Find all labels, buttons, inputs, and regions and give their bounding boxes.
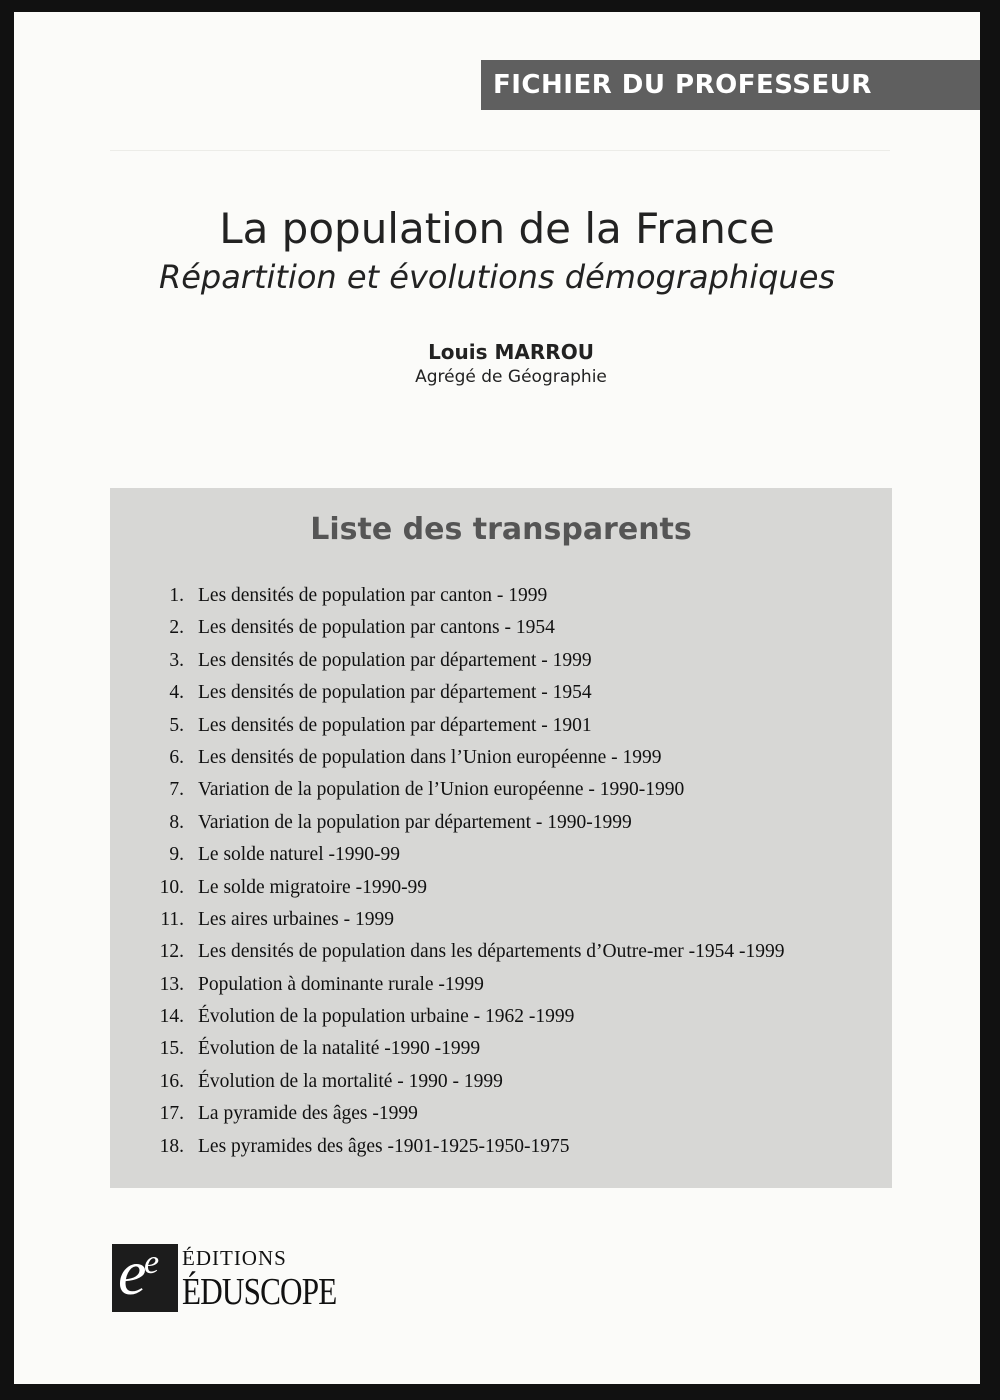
list-item	[132, 807, 784, 839]
transparents-heading: Liste des transparents	[310, 512, 692, 547]
publisher-logo-icon: e e	[112, 1244, 178, 1312]
list-item-number: 7.	[169, 779, 184, 801]
list-item	[132, 904, 784, 936]
list-item	[132, 872, 784, 904]
list-item-label: Évolution de la mortalité - 1990 - 1999	[198, 1070, 503, 1092]
header-label: FICHIER DU PROFESSEUR	[493, 70, 872, 100]
list-item	[132, 677, 784, 709]
list-item-number: 18.	[159, 1135, 184, 1157]
list-item-label: Les densités de population par département - 1954	[198, 682, 592, 704]
list-item-label: Les aires urbaines - 1999	[198, 908, 395, 930]
list-item-label: Les densités de population par canton - 1999	[198, 585, 548, 606]
list-item-number: 10.	[159, 876, 184, 898]
transparents-list	[132, 580, 784, 1163]
list-item	[132, 1033, 784, 1065]
page	[14, 12, 980, 1384]
author-name: Louis MARROU	[428, 340, 594, 364]
page-title: La population de la France	[219, 204, 775, 253]
list-item-label: Les densités de population par département - 1999	[198, 649, 592, 671]
list-item-number: 11.	[160, 908, 184, 930]
list-item	[132, 612, 784, 644]
list-item-number: 1.	[169, 585, 184, 606]
publisher-editions: ÉDITIONS	[182, 1246, 287, 1270]
author-role: Agrégé de Géographie	[415, 367, 607, 387]
list-item	[132, 710, 784, 742]
list-item	[132, 969, 784, 1001]
list-item-label: Les densités de population par cantons - 1954	[198, 617, 555, 639]
list-item-number: 3.	[169, 649, 184, 671]
list-item-label: Évolution de la natalité -1990 -1999	[198, 1038, 481, 1060]
list-item	[132, 1098, 784, 1130]
page-subtitle: Répartition et évolutions démographiques	[158, 258, 836, 296]
list-item-label: Les densités de population dans l’Union européenne - 1999	[198, 746, 662, 768]
list-item-number: 5.	[169, 714, 184, 736]
list-item	[132, 580, 784, 612]
list-item-label: Évolution de la population urbaine - 1962 -1999	[198, 1006, 575, 1028]
header-band	[481, 60, 980, 110]
list-item-label: Population à dominante rurale -1999	[198, 973, 484, 995]
list-item-number: 12.	[159, 941, 184, 963]
list-item	[132, 774, 784, 806]
list-item-number: 14.	[159, 1006, 184, 1028]
divider	[110, 150, 890, 151]
list-item-number: 6.	[169, 746, 184, 768]
list-item	[132, 742, 784, 774]
list-item-label: Variation de la population de l’Union européenne - 1990-1990	[198, 779, 685, 801]
list-item-number: 2.	[169, 617, 184, 639]
list-item	[132, 1001, 784, 1033]
publisher-logo	[112, 1237, 370, 1314]
list-item-label: Les pyramides des âges -1901-1925-1950-1975	[198, 1135, 570, 1157]
list-item-label: Variation de la population par département - 1990-1999	[198, 811, 632, 833]
transparents-box	[110, 488, 892, 1188]
list-item-label: La pyramide des âges -1999	[198, 1103, 418, 1125]
list-item	[132, 1131, 784, 1163]
list-item-label: Les densités de population dans les départements d’Outre-mer -1954 -1999	[198, 941, 785, 963]
list-item	[132, 645, 784, 677]
list-item-number: 13.	[159, 973, 184, 995]
list-item-number: 17.	[159, 1103, 184, 1125]
list-item-number: 15.	[159, 1038, 184, 1060]
list-item	[132, 1066, 784, 1098]
list-item-label: Les densités de population par département - 1901	[198, 714, 592, 736]
list-item-number: 9.	[169, 844, 184, 866]
list-item	[132, 839, 784, 871]
list-item-number: 8.	[169, 811, 184, 833]
list-item-label: Le solde migratoire -1990-99	[198, 876, 428, 898]
list-item-number: 4.	[169, 682, 184, 704]
list-item-number: 16.	[159, 1070, 184, 1092]
list-item	[132, 936, 784, 968]
list-item-label: Le solde naturel -1990-99	[198, 844, 400, 866]
publisher-name: ÉDUSCOPE	[182, 1271, 337, 1313]
